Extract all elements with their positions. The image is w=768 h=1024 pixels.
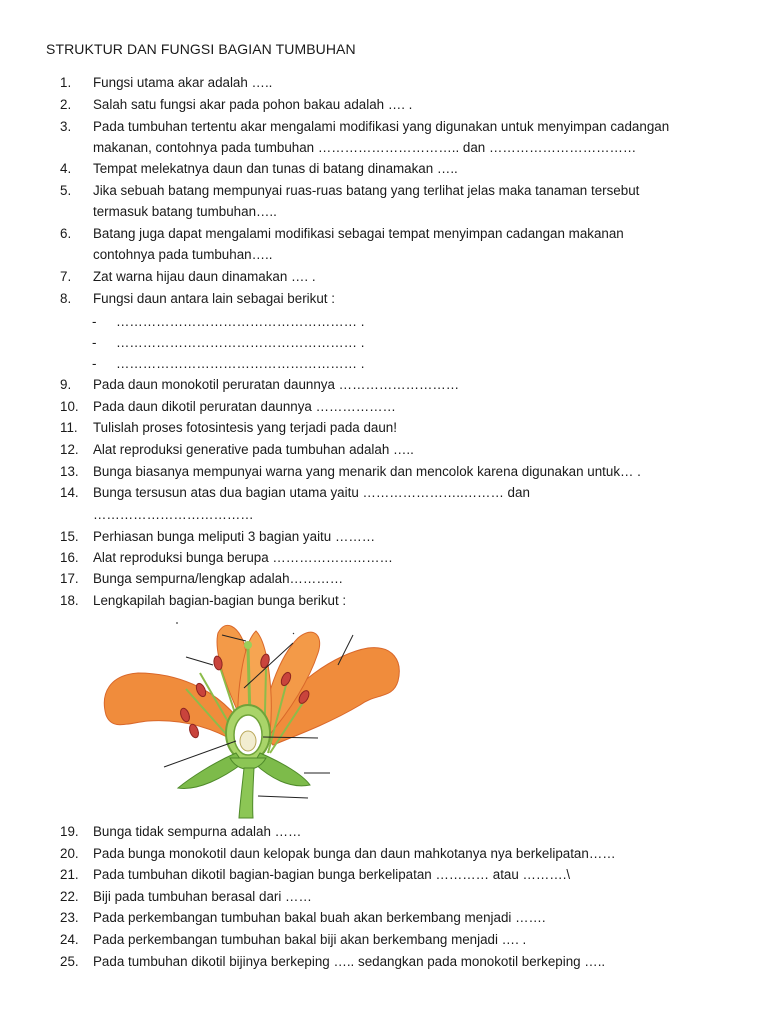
- answer-blank: ……………………………………………… .: [116, 314, 365, 329]
- question-18: [60, 590, 346, 611]
- question-text: Alat reproduksi generative pada tumbuhan adalah …..: [93, 442, 414, 457]
- question-7: [60, 266, 316, 287]
- question-number: 17.: [60, 571, 79, 586]
- question-text: Fungsi daun antara lain sebagai berikut :: [93, 291, 335, 306]
- question-17: [60, 568, 343, 589]
- question-text: Salah satu fungsi akar pada pohon bakau adalah …. .: [93, 97, 413, 112]
- question-number: 9.: [60, 377, 72, 392]
- question-text: Pada perkembangan tumbuhan bakal buah akan berkembang menjadi …….: [93, 910, 546, 925]
- question-text: Lengkapilah bagian-bagian bunga berikut :: [93, 593, 347, 608]
- question-12: [60, 439, 414, 460]
- question-1: [60, 72, 272, 93]
- page-title: STRUKTUR DAN FUNGSI BAGIAN TUMBUHAN: [46, 41, 356, 57]
- question-text: Zat warna hijau daun dinamakan …. .: [93, 269, 316, 284]
- label-line: [293, 633, 294, 634]
- question-6: [60, 223, 624, 244]
- question-number: 19.: [60, 824, 79, 839]
- question-number: 20.: [60, 846, 79, 861]
- question-number: 21.: [60, 867, 79, 882]
- question-24: [60, 929, 526, 950]
- leaf-function-line: [92, 311, 364, 332]
- question-text: Alat reproduksi bunga berupa ………………………: [93, 550, 393, 565]
- question-5-continuation: termasuk batang tumbuhan…..: [93, 204, 277, 219]
- ovule: [240, 731, 256, 751]
- question-text: Pada bunga monokotil daun kelopak bunga dan daun mahkotanya nya berkelipatan……: [93, 846, 616, 861]
- question-number: 5.: [60, 183, 72, 198]
- question-14: [60, 482, 530, 503]
- question-4: [60, 158, 458, 179]
- question-10: [60, 396, 396, 417]
- flower-stalk: [239, 768, 254, 818]
- question-5: [60, 180, 639, 201]
- question-9: [60, 374, 459, 395]
- question-8: [60, 288, 335, 309]
- question-15: [60, 526, 375, 547]
- question-number: 2.: [60, 97, 72, 112]
- question-6-continuation: contohnya pada tumbuhan…..: [93, 247, 273, 262]
- leaf-function-line: [92, 353, 364, 374]
- question-number: 23.: [60, 910, 79, 925]
- flower-diagram: [98, 613, 408, 823]
- question-text: Tulislah proses fotosintesis yang terjadi pada daun!: [93, 420, 397, 435]
- question-number: 3.: [60, 119, 72, 134]
- question-text: Bunga tersusun atas dua bagian utama yaitu …………………..……… dan: [93, 485, 530, 500]
- question-number: 15.: [60, 529, 79, 544]
- question-number: 1.: [60, 75, 72, 90]
- question-text: Biji pada tumbuhan berasal dari ……: [93, 889, 312, 904]
- question-number: 14.: [60, 485, 79, 500]
- question-number: 8.: [60, 291, 72, 306]
- question-text: Pada tumbuhan tertentu akar mengalami modifikasi yang digunakan untuk menyimpan cadangan: [93, 119, 670, 134]
- question-22: [60, 886, 312, 907]
- answer-blank: ……………………………………………… .: [116, 356, 365, 371]
- question-3-continuation: makanan, contohnya pada tumbuhan ………………………….. dan ……………………………: [93, 140, 637, 155]
- question-number: 10.: [60, 399, 79, 414]
- dash-marker: -: [92, 314, 97, 329]
- question-number: 4.: [60, 161, 72, 176]
- question-number: 7.: [60, 269, 72, 284]
- dash-marker: -: [92, 335, 97, 350]
- question-number: 6.: [60, 226, 72, 241]
- question-text: Bunga sempurna/lengkap adalah…………: [93, 571, 344, 586]
- label-line: [258, 796, 308, 798]
- question-3: [60, 116, 669, 137]
- question-20: [60, 843, 616, 864]
- question-2: [60, 94, 412, 115]
- question-text: Pada daun monokotil peruratan daunnya ………………………: [93, 377, 460, 392]
- question-text: Fungsi utama akar adalah …..: [93, 75, 273, 90]
- question-number: 16.: [60, 550, 79, 565]
- label-line: [186, 657, 213, 665]
- question-text: Tempat melekatnya daun dan tunas di batang dinamakan …..: [93, 161, 458, 176]
- stigma: [244, 641, 252, 649]
- question-19: [60, 821, 301, 842]
- question-text: Perhiasan bunga meliputi 3 bagian yaitu ………: [93, 529, 376, 544]
- question-14-continuation: ………………………………: [93, 507, 254, 522]
- question-21: [60, 864, 570, 885]
- question-11: [60, 417, 397, 438]
- question-text: Batang juga dapat mengalami modifikasi sebagai tempat menyimpan cadangan makanan: [93, 226, 624, 241]
- question-number: 18.: [60, 593, 79, 608]
- question-text: Bunga tidak sempurna adalah ……: [93, 824, 302, 839]
- question-13: [60, 461, 641, 482]
- question-number: 12.: [60, 442, 79, 457]
- question-text: Pada tumbuhan dikotil bagian-bagian bunga berkelipatan ………… atau ……….\: [93, 867, 571, 882]
- question-number: 11.: [60, 420, 78, 435]
- question-text: Pada tumbuhan dikotil bijinya berkeping ….. sedangkan pada monokotil berkeping …..: [93, 954, 606, 969]
- question-text: Pada daun dikotil peruratan daunnya ………………: [93, 399, 396, 414]
- question-text: Pada perkembangan tumbuhan bakal biji akan berkembang menjadi …. .: [93, 932, 527, 947]
- question-number: 22.: [60, 889, 79, 904]
- dash-marker: -: [92, 356, 97, 371]
- question-23: [60, 907, 546, 928]
- question-number: 13.: [60, 464, 79, 479]
- answer-blank: ……………………………………………… .: [116, 335, 365, 350]
- question-number: 24.: [60, 932, 79, 947]
- leaf-function-line: [92, 332, 364, 353]
- question-text: Jika sebuah batang mempunyai ruas-ruas batang yang terlihat jelas maka tanaman tersebut: [93, 183, 640, 198]
- question-16: [60, 547, 393, 568]
- question-number: 25.: [60, 954, 79, 969]
- question-25: [60, 951, 605, 972]
- question-text: Bunga biasanya mempunyai warna yang menarik dan mencolok karena digunakan untuk… .: [93, 464, 641, 479]
